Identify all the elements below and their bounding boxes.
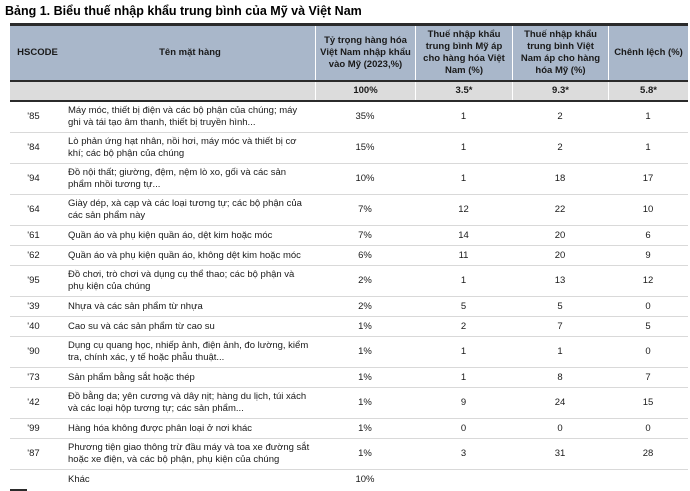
item-name-cell: Đồ bằng da; yên cương và dây nịt; hàng du lịch, túi xách và các loại hộp tương tự; các sản phẩm... <box>68 391 307 414</box>
share-cell: 10% <box>355 474 375 485</box>
summary-cell-us: 3.5* <box>415 82 512 100</box>
share-cell: 1% <box>358 371 372 383</box>
vn-tariff-cell: 18 <box>554 173 566 184</box>
us-tariff-cell: 1 <box>460 173 467 184</box>
share-cell: 2% <box>358 275 372 286</box>
hscode-cell: '85 <box>27 111 40 122</box>
header-row <box>10 26 688 82</box>
hscode-cell: '40 <box>27 320 40 332</box>
table-row <box>10 195 688 226</box>
header-cell-share: Tỷ trọng hàng hóa Việt Nam nhập khẩu vào Mỹ (2023,%) <box>315 26 415 80</box>
table-row <box>10 439 688 470</box>
vn-tariff-cell: 24 <box>554 397 566 408</box>
gap-cell: 12 <box>642 275 654 286</box>
hscode-cell: '61 <box>27 229 40 241</box>
item-name-cell: Cao su và các sản phẩm từ cao su <box>68 320 215 332</box>
share-cell: 10% <box>355 173 375 184</box>
us-tariff-cell: 1 <box>460 142 467 153</box>
vn-tariff-cell: 7 <box>557 320 563 332</box>
table-row <box>10 368 688 388</box>
header-cell-code: HSCODE <box>17 47 58 58</box>
header-cell-gap: Chênh lệch (%) <box>608 26 688 80</box>
share-cell: 1% <box>358 448 372 459</box>
summary-cell-vn: 9.3* <box>512 82 608 100</box>
us-tariff-cell: 3 <box>460 448 467 459</box>
hscode-cell: '94 <box>27 173 40 184</box>
table-body <box>10 102 688 490</box>
gap-cell: 6 <box>645 229 651 241</box>
item-name-cell: Sản phẩm bằng sắt hoặc thép <box>68 371 195 383</box>
us-tariff-cell: 0 <box>460 422 467 434</box>
us-tariff-cell: 12 <box>458 204 469 215</box>
table-title: Bảng 1. Biểu thuế nhập khẩu trung bình của Mỹ và Việt Nam <box>5 4 362 18</box>
item-name-cell: Đồ nội thất; giường, đệm, nệm lò xo, gối và các sản phẩm nhồi tương tự... <box>68 167 287 190</box>
header-cell-vn: Thuế nhập khẩu trung bình Việt Nam áp cho hàng hóa Mỹ (%) <box>512 26 608 80</box>
gap-cell: 10 <box>642 204 654 215</box>
hscode-cell: '84 <box>27 142 40 153</box>
gap-cell: 0 <box>645 346 651 357</box>
hscode-cell: '99 <box>27 422 40 434</box>
vn-tariff-cell: 31 <box>554 448 566 459</box>
vn-tariff-cell: 8 <box>557 371 563 383</box>
tariff-table <box>10 23 688 490</box>
share-cell: 1% <box>358 422 372 434</box>
vn-tariff-cell: 2 <box>557 142 563 153</box>
gap-cell: 0 <box>645 422 651 434</box>
item-name-cell: Giày dép, xà cạp và các loại tương tự; các bộ phận của các sản phẩm này <box>68 198 302 221</box>
table-row <box>10 102 688 133</box>
gap-cell <box>608 470 688 490</box>
vn-tariff-cell: 22 <box>554 204 566 215</box>
us-tariff-cell: 1 <box>460 111 467 122</box>
hscode-cell: '90 <box>27 346 40 357</box>
gap-cell: 9 <box>645 249 651 261</box>
item-name-cell: Hàng hóa không được phân loại ở nơi khác <box>68 422 253 434</box>
table-row <box>10 226 688 246</box>
share-cell: 6% <box>358 249 372 261</box>
vn-tariff-cell: 20 <box>554 249 566 261</box>
us-tariff-cell <box>415 470 512 490</box>
hscode-cell <box>10 470 65 490</box>
item-name-cell: Lò phản ứng hạt nhân, nồi hơi, máy móc và thiết bị cơ khí; các bộ phận của chúng <box>68 136 297 159</box>
us-tariff-cell: 5 <box>460 300 467 312</box>
table-row <box>10 164 688 195</box>
table-row <box>10 133 688 164</box>
item-name-cell: Dụng cụ quang học, nhiếp ảnh, điện ảnh, đo lường, kiểm tra, chính xác, y tế hoặc phẫu thuật... <box>68 340 309 363</box>
hscode-cell: '42 <box>27 397 40 408</box>
gap-cell: 28 <box>642 448 654 459</box>
us-tariff-cell: 1 <box>460 371 467 383</box>
us-tariff-cell: 1 <box>460 346 467 357</box>
item-name-cell: Nhựa và các sản phẩm từ nhựa <box>68 300 203 312</box>
table-row <box>10 337 688 368</box>
hscode-cell: '62 <box>27 249 40 261</box>
gap-cell: 15 <box>642 397 654 408</box>
table-row <box>10 317 688 337</box>
table-row <box>10 246 688 266</box>
hscode-cell: '39 <box>27 300 40 312</box>
vn-tariff-cell: 5 <box>557 300 563 312</box>
hscode-cell: '73 <box>27 371 40 383</box>
hscode-cell: '95 <box>27 275 40 286</box>
us-tariff-cell: 9 <box>460 397 467 408</box>
vn-tariff-cell <box>512 470 608 490</box>
summary-cell-name <box>65 82 315 100</box>
us-tariff-cell: 14 <box>458 229 469 241</box>
gap-cell: 17 <box>642 173 654 184</box>
vn-tariff-cell: 13 <box>554 275 566 286</box>
table-row <box>10 297 688 317</box>
share-cell: 2% <box>358 300 372 312</box>
gap-cell: 1 <box>645 142 651 153</box>
table-row <box>10 266 688 297</box>
share-cell: 1% <box>358 320 372 332</box>
hscode-cell: '64 <box>27 204 40 215</box>
item-name-cell: Khác <box>68 474 90 485</box>
vn-tariff-cell: 0 <box>557 422 563 434</box>
table-row <box>10 388 688 419</box>
share-cell: 7% <box>358 229 372 241</box>
table-row <box>10 470 688 490</box>
gap-cell: 0 <box>645 300 651 312</box>
hscode-cell: '87 <box>27 448 40 459</box>
header-cell-us: Thuế nhập khẩu trung bình Mỹ áp cho hàng hóa Việt Nam (%) <box>415 26 512 80</box>
item-name-cell: Đồ chơi, trò chơi và dụng cụ thể thao; các bộ phận và phụ kiện của chúng <box>68 269 295 292</box>
share-cell: 35% <box>355 111 375 122</box>
vn-tariff-cell: 1 <box>557 346 563 357</box>
vn-tariff-cell: 20 <box>554 229 566 241</box>
summary-cell-share: 100% <box>315 82 415 100</box>
share-cell: 1% <box>358 346 372 357</box>
share-cell: 1% <box>358 397 372 408</box>
us-tariff-cell: 11 <box>458 249 469 261</box>
item-name-cell: Phương tiện giao thông trừ đầu máy và toa xe đường sắt hoặc xe điện, và các bộ phận, phụ kiện của chúng <box>68 442 310 465</box>
item-name-cell: Quần áo và phụ kiện quần áo, dệt kim hoặc móc <box>68 229 273 241</box>
share-cell: 7% <box>358 204 372 215</box>
gap-cell: 7 <box>645 371 651 383</box>
us-tariff-cell: 2 <box>460 320 467 332</box>
item-name-cell: Quần áo và phụ kiện quần áo, không dệt kim hoặc móc <box>68 249 301 261</box>
header-cell-name: Tên mặt hàng <box>159 47 221 58</box>
summary-cell-gap: 5.8* <box>608 82 688 100</box>
item-name-cell: Máy móc, thiết bị điện và các bộ phận của chúng; máy ghi và tái tạo âm thanh, thiết bị truyền hình... <box>68 105 298 128</box>
summary-row <box>10 82 688 102</box>
vn-tariff-cell: 2 <box>557 111 563 122</box>
table-row <box>10 419 688 439</box>
gap-cell: 5 <box>645 320 651 332</box>
gap-cell: 1 <box>645 111 651 122</box>
summary-cell-code <box>10 82 65 100</box>
share-cell: 15% <box>355 142 375 153</box>
us-tariff-cell: 1 <box>460 275 467 286</box>
